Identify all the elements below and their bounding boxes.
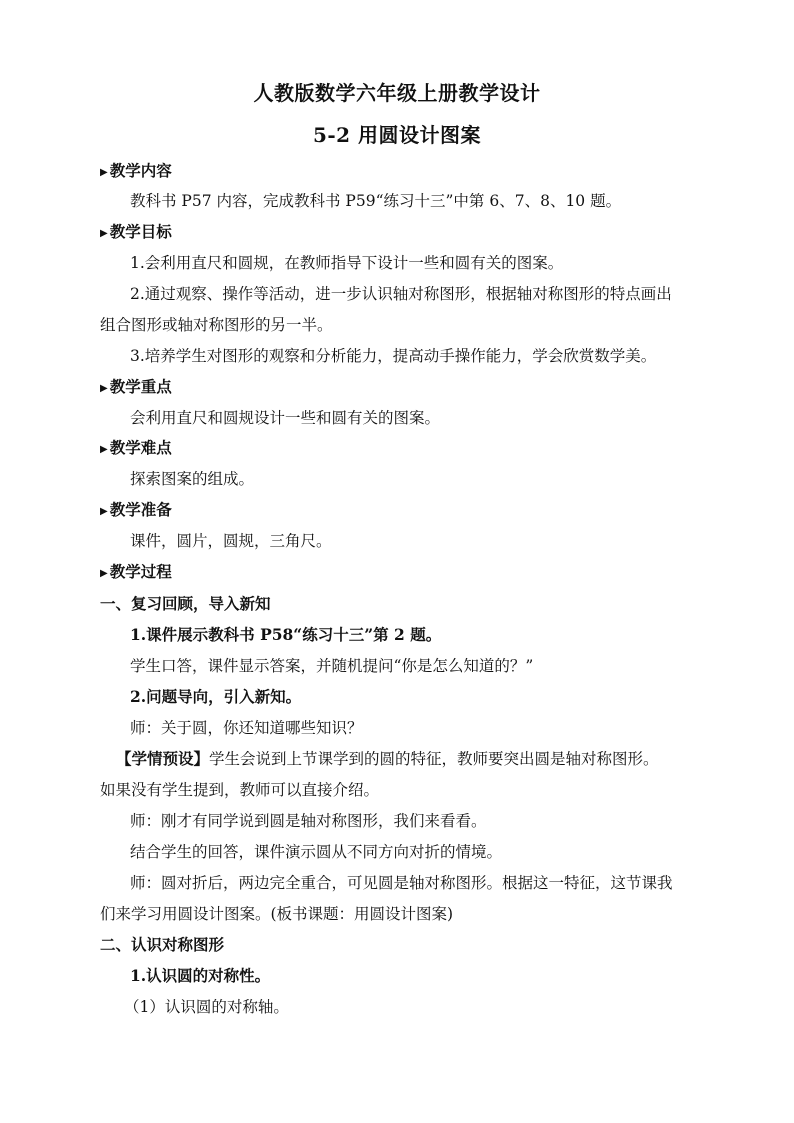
- part-2-item-1: 1.认识圆的对称性。: [130, 966, 271, 985]
- goal-2-line-1: 2.通过观察、操作等活动，进一步认识轴对称图形，根据轴对称图形的特点画出: [130, 285, 672, 303]
- part-1-item-2: 2.问题导向，引入新知。: [130, 687, 302, 706]
- difficulty-text: 探索图案的组成。: [130, 470, 255, 488]
- goal-2-line-2: 组合图形或轴对称图形的另一半。: [100, 316, 333, 334]
- part-1-text-6-line-1: 师：圆对折后，两边完全重合，可见圆是轴对称图形。根据这一特征，这节课我: [130, 874, 673, 892]
- lesson-subtitle: 5-2 用圆设计图案: [312, 123, 482, 147]
- content-text: 教科书 P57 内容，完成教科书 P59“练习十三”中第 6、7、8、10 题。: [130, 192, 622, 210]
- part-1-text-1: 学生口答，课件显示答案，并随机提问“你是怎么知道的？”: [130, 657, 534, 675]
- bullet-triangle-icon: ▶: [100, 444, 108, 455]
- preview-label: 【学情预设】: [116, 749, 210, 768]
- part-1-text-4: 师：刚才有同学说到圆是轴对称图形，我们来看看。: [130, 812, 487, 830]
- bullet-triangle-icon: ▶: [100, 506, 108, 517]
- part-1-text-3-line-1: 【学情预设】学生会说到上节课学到的圆的特征，教师要突出圆是轴对称图形。: [116, 749, 659, 768]
- part-1-item-1: 1.课件展示教科书 P58“练习十三”第 2 题。: [130, 625, 442, 644]
- section-heading-process: ▶ 教学过程: [100, 562, 172, 581]
- bullet-triangle-icon: ▶: [100, 568, 108, 579]
- section-heading-difficulty: ▶ 教学难点: [100, 438, 172, 457]
- part-1-text-5: 结合学生的回答，课件演示圆从不同方向对折的情境。: [130, 843, 503, 861]
- section-heading-key: ▶ 教学重点: [100, 377, 172, 396]
- section-heading-content: ▶ 教学内容: [100, 161, 172, 180]
- prep-text: 课件，圆片，圆规，三角尺。: [130, 532, 332, 550]
- goal-1: 1.会利用直尺和圆规，在教师指导下设计一些和圆有关的图案。: [130, 254, 564, 272]
- part-1-heading: 一、复习回顾，导入新知: [100, 594, 271, 613]
- bullet-triangle-icon: ▶: [100, 167, 108, 178]
- bullet-triangle-icon: ▶: [100, 228, 108, 239]
- part-2-heading: 二、认识对称图形: [100, 935, 225, 954]
- part-1-text-3-line-2: 如果没有学生提到，教师可以直接介绍。: [100, 781, 380, 799]
- part-1-text-2: 师：关于圆，你还知道哪些知识？: [130, 719, 363, 737]
- key-text: 会利用直尺和圆规设计一些和圆有关的图案。: [130, 409, 441, 427]
- part-1-text-6-line-2: 们来学习用圆设计图案。(板书课题：用圆设计图案): [100, 905, 454, 923]
- goal-3: 3.培养学生对图形的观察和分析能力，提高动手操作能力，学会欣赏数学美。: [130, 347, 657, 365]
- section-heading-prep: ▶ 教学准备: [100, 500, 172, 519]
- section-heading-goals: ▶ 教学目标: [100, 222, 172, 241]
- bullet-triangle-icon: ▶: [100, 383, 108, 394]
- part-2-text-1: （1）认识圆的对称轴。: [124, 998, 289, 1016]
- document-title: 人教版数学六年级上册教学设计: [253, 81, 541, 105]
